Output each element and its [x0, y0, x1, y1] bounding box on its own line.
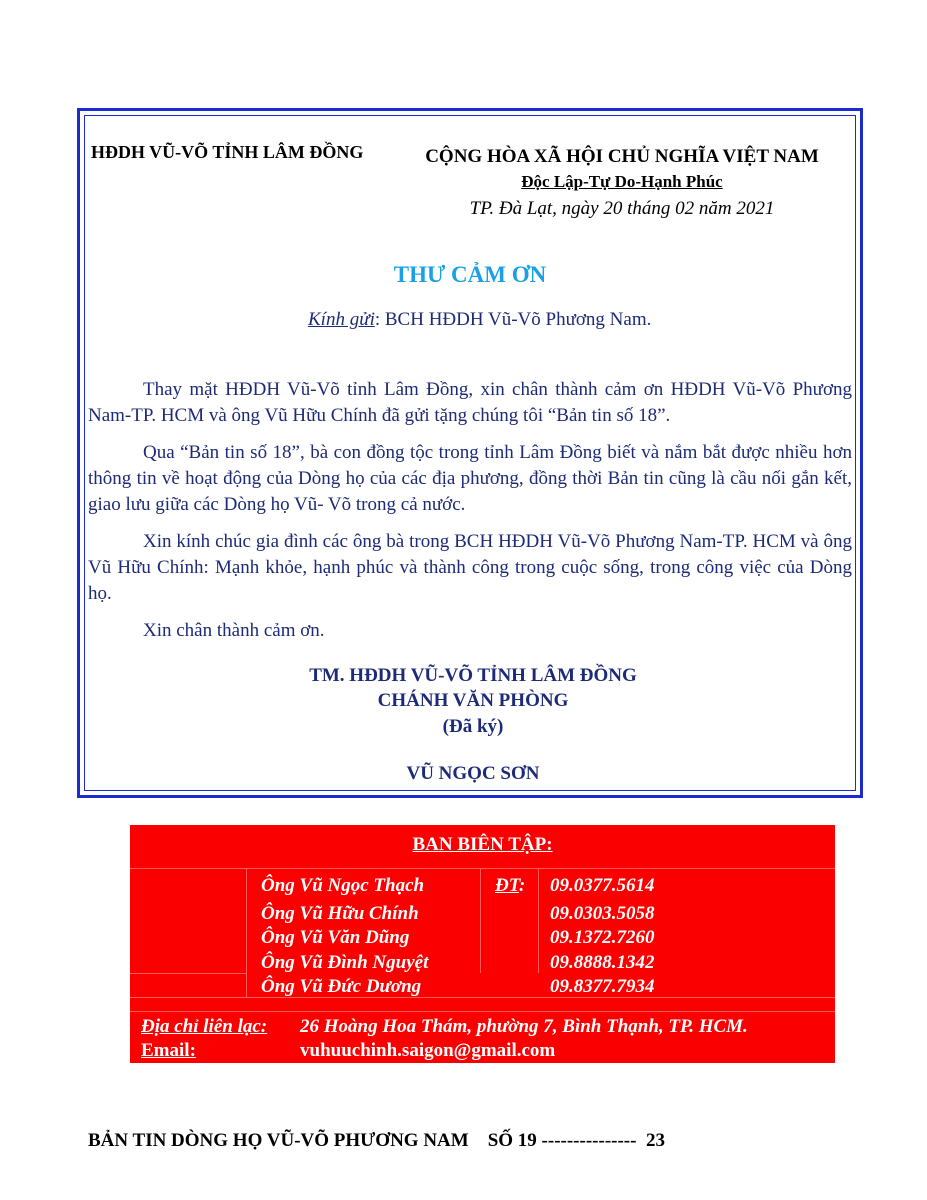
- member-phone: 09.0377.5614: [550, 875, 655, 896]
- member-phone: 09.0303.5058: [550, 903, 655, 924]
- editorial-title-text: BAN BIÊN TẬP: [412, 834, 547, 855]
- letter-motto: Độc Lập-Tự Do-Hạnh Phúc: [521, 172, 723, 191]
- member-phone: 09.8888.1342: [550, 952, 655, 973]
- letter-paragraph: Thay mặt HĐDH Vũ-Võ tỉnh Lâm Đồng, xin chân thành cảm ơn HĐDH Vũ-Võ Phương Nam-TP. HCM và ông Vũ Hữu Chính đã gửi tặng chúng tôi “Bản tin số 18”.: [88, 379, 852, 426]
- page-footer: BẢN TIN DÒNG HỌ VŨ-VÕ PHƯƠNG NAM SỐ 19 --------------- 23: [88, 1130, 665, 1151]
- member-name: Ông Vũ Hữu Chính: [261, 903, 419, 924]
- address-label: Địa chỉ liên lạc:: [141, 1016, 268, 1037]
- email-label-colon: :: [189, 1040, 196, 1061]
- email-value: vuhuuchinh.saigon@gmail.com: [300, 1040, 556, 1061]
- member-name: Ông Vũ Văn Dũng: [261, 927, 410, 948]
- letter-nation-heading: CỘNG HÒA XÃ HỘI CHỦ NGHĨA VIỆT NAM: [425, 146, 819, 167]
- letter-paragraph: Qua “Bản tin số 18”, bà con đồng tộc trong tỉnh Lâm Đồng biết và nắm bắt được nhiều hơn thông tin về hoạt động của Dòng họ của các địa phương, đồng thời Bản tin cũng là cầu nối gắn kết, giao lưu giữa các Dòng họ Vũ- Võ trong cả nước.: [88, 442, 852, 515]
- address-value: 26 Hoàng Hoa Thám, phường 7, Bình Thạnh, TP. HCM.: [300, 1016, 748, 1037]
- letter-title: THƯ CẢM ƠN: [393, 262, 547, 287]
- signature-note: (Đã ký): [442, 716, 504, 737]
- signature-name: VŨ NGỌC SƠN: [406, 763, 540, 784]
- signature-role: CHÁNH VĂN PHÒNG: [377, 690, 569, 711]
- phone-label-colon: :: [518, 875, 526, 896]
- grid-line: [538, 868, 539, 973]
- member-name: Ông Vũ Ngọc Thạch: [261, 875, 425, 896]
- editorial-board: [130, 825, 835, 1063]
- letter-paragraph: Xin chân thành cảm ơn.: [143, 620, 325, 641]
- member-name: Ông Vũ Đức Dương: [261, 976, 422, 997]
- grid-line: [130, 997, 835, 998]
- letter-paragraph: Xin kính chúc gia đình các ông bà trong BCH HĐDH Vũ-Võ Phương Nam-TP. HCM và ông Vũ Hữu Chính: Mạnh khỏe, hạnh phúc và thành công trong cuộc sống, trong công việc của Dòng họ.: [88, 531, 852, 604]
- grid-line: [130, 973, 246, 974]
- member-phone: 09.8377.7934: [550, 976, 655, 997]
- letter-dateline: TP. Đà Lạt, ngày 20 tháng 02 năm 2021: [469, 198, 775, 219]
- grid-line: [130, 868, 835, 869]
- member-phone: 09.1372.7260: [550, 927, 655, 948]
- phone-label-text: ĐT: [495, 875, 519, 896]
- grid-line: [480, 868, 481, 973]
- letter-recipient: [308, 309, 651, 331]
- grid-line: [130, 1011, 835, 1012]
- recipient-label: Kính gửi: [308, 309, 375, 330]
- recipient-text: : BCH HĐDH Vũ-Võ Phương Nam.: [374, 309, 652, 330]
- letter-org-left: HĐDH VŨ-VÕ TỈNH LÂM ĐỒNG: [91, 142, 364, 162]
- email-label-text: Email: [141, 1040, 190, 1061]
- phone-label: [495, 875, 525, 897]
- email-label: [141, 1040, 196, 1062]
- signature-org: TM. HĐDH VŨ-VÕ TỈNH LÂM ĐỒNG: [309, 665, 637, 686]
- editorial-title-colon: :: [546, 834, 553, 855]
- editorial-title: [130, 834, 835, 856]
- grid-line: [246, 868, 247, 998]
- member-name: Ông Vũ Đình Nguyệt: [261, 952, 429, 973]
